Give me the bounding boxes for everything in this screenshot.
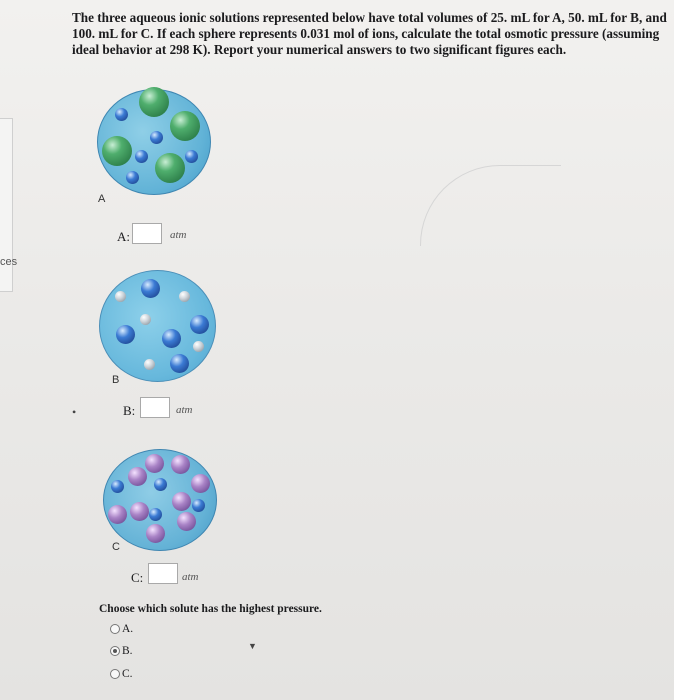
ion-sphere [154, 478, 167, 491]
ion-sphere [115, 108, 128, 121]
mcq-option-a-label: A. [122, 623, 134, 635]
answer-a-input[interactable] [132, 223, 162, 244]
mcq-option-a[interactable] [110, 623, 133, 635]
ion-sphere [145, 454, 164, 473]
ion-sphere [135, 150, 148, 163]
ion-sphere [185, 150, 198, 163]
ion-sphere [130, 502, 149, 521]
mcq-prompt: Choose which solute has the highest pressure. [99, 603, 322, 615]
radio-button[interactable] [110, 669, 120, 679]
left-side-tab[interactable]: ces [0, 256, 18, 268]
ion-sphere [170, 111, 200, 141]
ion-sphere [192, 499, 205, 512]
ion-sphere [115, 291, 126, 302]
ion-sphere [141, 279, 160, 298]
ion-sphere [108, 505, 127, 524]
mcq-option-b-label: B. [122, 645, 133, 657]
answer-b-unit: atm [176, 404, 193, 416]
answer-a-unit: atm [170, 229, 187, 241]
ion-sphere [139, 87, 169, 117]
question-text: The three aqueous ionic solutions represented below have total volumes of 25. mL for A, 50. mL for B, and 100. mL for C. If each sphere represents 0.031 mol of ions, calculate the total osmotic pressure (assuming ideal behavior at 298 K). Report your numerical answers to two significant figures each. [72, 10, 667, 57]
mcq-option-c-label: C. [122, 668, 133, 680]
ion-sphere [170, 354, 189, 373]
solution-b-beaker [99, 270, 216, 382]
answer-c-label: C: [131, 570, 144, 585]
ion-sphere [102, 136, 132, 166]
ion-sphere [193, 341, 204, 352]
ion-sphere [150, 131, 163, 144]
ion-sphere [177, 512, 196, 531]
mouse-cursor-icon: ▼ [248, 641, 257, 651]
ion-sphere [140, 314, 151, 325]
answer-b-label: B: [123, 403, 136, 418]
answer-c-unit: atm [182, 571, 199, 583]
ion-sphere [171, 455, 190, 474]
radio-button[interactable] [110, 646, 120, 656]
bullet-dot: • [72, 405, 77, 419]
ion-sphere [172, 492, 191, 511]
answer-a-label: A: [117, 229, 130, 244]
answer-b-input[interactable] [140, 397, 170, 418]
mcq-option-b[interactable] [110, 645, 133, 657]
answer-c-input[interactable] [148, 563, 178, 584]
ion-sphere [190, 315, 209, 334]
solution-a-beaker [97, 89, 211, 195]
radio-button[interactable] [110, 624, 120, 634]
ion-sphere [126, 171, 139, 184]
solution-c-beaker [103, 449, 217, 551]
ion-sphere [149, 508, 162, 521]
ion-sphere [111, 480, 124, 493]
ion-sphere [146, 524, 165, 543]
ion-sphere [128, 467, 147, 486]
solution-c-label: C [112, 541, 120, 553]
ion-sphere [191, 474, 210, 493]
ion-sphere [144, 359, 155, 370]
mcq-option-c[interactable] [110, 668, 133, 680]
solution-a-label: A [98, 193, 106, 205]
ion-sphere [116, 325, 135, 344]
ion-sphere [162, 329, 181, 348]
decorative-arc [420, 165, 561, 246]
ion-sphere [155, 153, 185, 183]
solution-b-label: B [112, 374, 120, 386]
ion-sphere [179, 291, 190, 302]
